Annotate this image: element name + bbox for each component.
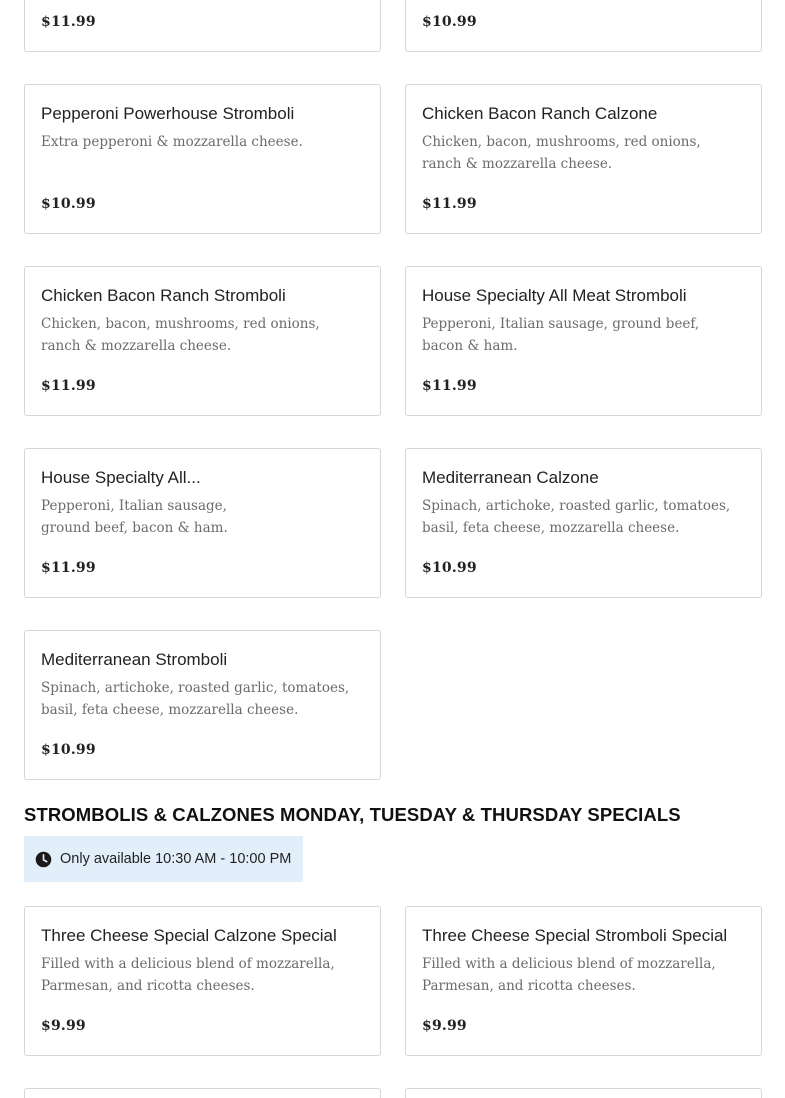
item-description: Extra pepperoni & mozzarella cheese. <box>41 134 303 150</box>
item-description: Spinach, artichoke, roasted garlic, tomatoes, basil, feta cheese, mozzarella cheese. <box>41 680 350 718</box>
menu-item-card[interactable] <box>24 0 381 52</box>
item-name: Chicken Bacon Ranch Stromboli <box>41 286 286 305</box>
item-name: Mediterranean Calzone <box>422 468 599 487</box>
item-name: Mediterranean Stromboli <box>41 650 228 669</box>
item-price: $9.99 <box>422 1018 467 1034</box>
item-price: $11.99 <box>41 560 96 576</box>
item-price: $9.99 <box>41 1018 86 1034</box>
item-name: House Specialty All... <box>41 468 201 487</box>
item-name: Pepperoni Powerhouse Stromboli <box>41 104 295 123</box>
item-price: $11.99 <box>41 378 96 394</box>
item-name: House Specialty All Meat Stromboli <box>422 286 687 305</box>
item-price: $10.99 <box>422 560 477 576</box>
item-description: Chicken, bacon, mushrooms, red onions, ranch & mozzarella cheese. <box>422 134 701 172</box>
item-price: $10.99 <box>41 196 96 212</box>
item-name: Three Cheese Special Calzone Special <box>41 926 337 945</box>
item-description: Spinach, artichoke, roasted garlic, tomatoes, basil, feta cheese, mozzarella cheese. <box>422 498 731 536</box>
item-name: Three Cheese Special Stromboli Special <box>422 926 728 945</box>
item-price: $10.99 <box>41 742 96 758</box>
section-title: STROMBOLIS & CALZONES MONDAY, TUESDAY & THURSDAY SPECIALS <box>24 804 681 825</box>
availability-banner <box>24 836 303 882</box>
item-description: Filled with a delicious blend of mozzarella, Parmesan, and ricotta cheeses. <box>41 956 335 994</box>
item-name: Chicken Bacon Ranch Calzone <box>422 104 658 123</box>
menu-item-card[interactable] <box>24 630 381 780</box>
item-description: Pepperoni, Italian sausage, ground beef, bacon & ham. <box>422 316 700 354</box>
availability-text: Only available 10:30 AM - 10:00 PM <box>60 851 292 867</box>
menu-item-card[interactable] <box>405 1088 762 1098</box>
item-description: Chicken, bacon, mushrooms, red onions, ranch & mozzarella cheese. <box>41 316 320 354</box>
menu-item-card[interactable] <box>24 448 381 598</box>
menu-item-card[interactable] <box>24 1088 381 1098</box>
item-price: $10.99 <box>422 14 477 30</box>
menu-item-card[interactable] <box>405 84 762 234</box>
menu-item-card[interactable] <box>405 266 762 416</box>
menu-item-card[interactable] <box>24 84 381 234</box>
menu-item-card[interactable] <box>24 906 381 1056</box>
item-description: Filled with a delicious blend of mozzarella, Parmesan, and ricotta cheeses. <box>422 956 716 994</box>
menu-item-card[interactable] <box>405 906 762 1056</box>
clock-icon <box>35 851 52 868</box>
menu-item-card[interactable] <box>24 266 381 416</box>
menu-item-card[interactable] <box>405 0 762 52</box>
item-price: $11.99 <box>422 196 477 212</box>
item-price: $11.99 <box>422 378 477 394</box>
menu-item-card[interactable] <box>405 448 762 598</box>
item-price: $11.99 <box>41 14 96 30</box>
item-description: Pepperoni, Italian sausage, ground beef, bacon & ham. <box>41 498 228 536</box>
